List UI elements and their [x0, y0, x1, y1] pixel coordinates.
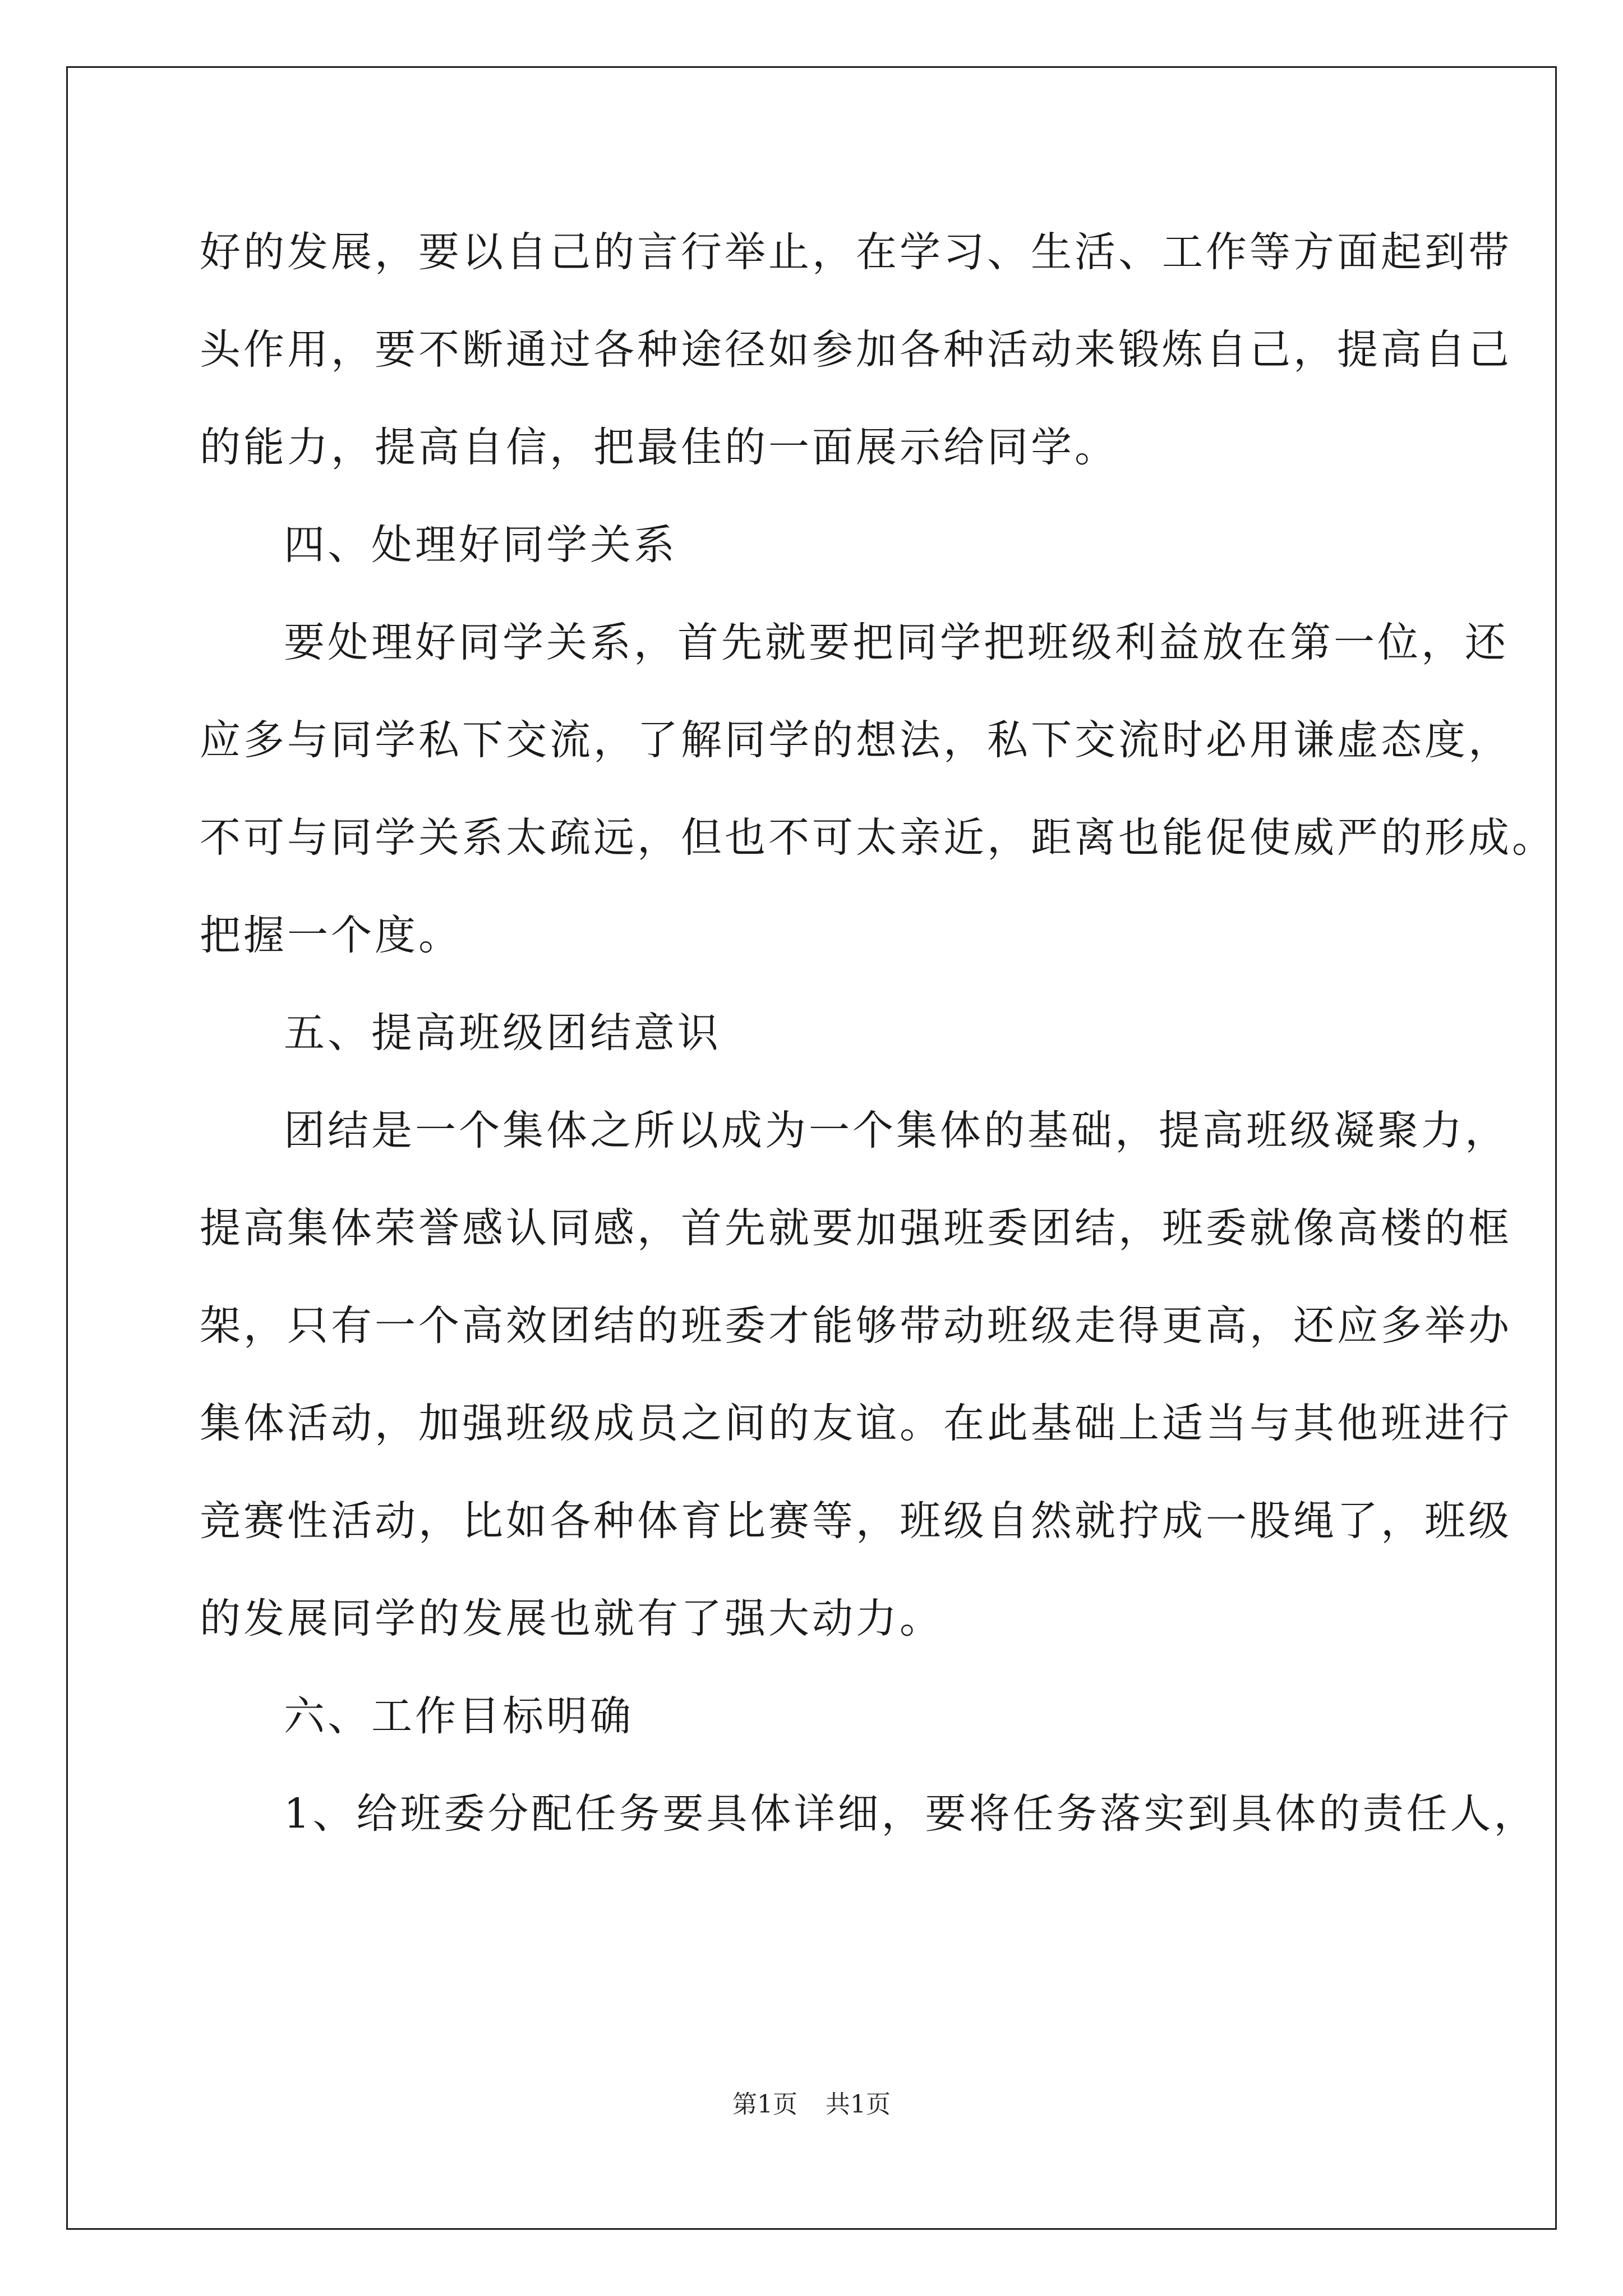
- text-line: 集体活动，加强班级成员之间的友谊。在此基础上适当与其他班进行: [200, 1400, 1512, 1447]
- page-number: 第1页: [732, 2090, 797, 2119]
- page-footer: [0, 2088, 1623, 2122]
- text-line: 的能力，提高自信，把最佳的一面展示给同学。: [200, 424, 1118, 471]
- section-heading: 六、工作目标明确: [284, 1692, 634, 1740]
- text-line: 好的发展，要以自己的言行举止，在学习、生活、工作等方面起到带: [200, 228, 1512, 276]
- text-line: 把握一个度。: [200, 912, 462, 959]
- page-total: 共1页: [826, 2090, 891, 2119]
- text-line: 应多与同学私下交流，了解同学的想法，私下交流时必用谦虚态度，: [200, 716, 1512, 764]
- document-body: [200, 213, 1556, 1872]
- text-line: 团结是一个集体之所以成为一个集体的基础，提高班级凝聚力，: [284, 1107, 1509, 1154]
- text-line: 架，只有一个高效团结的班委才能够带动班级走得更高，还应多举办: [200, 1302, 1512, 1350]
- section-heading: 五、提高班级团结意识: [284, 1009, 721, 1057]
- section-heading: 四、处理好同学关系: [284, 521, 677, 569]
- text-line: 要处理好同学关系，首先就要把同学把班级利益放在第一位，还: [284, 619, 1509, 666]
- text-line: 不可与同学关系太疏远，但也不可太亲近，距离也能促使威严的形成。: [200, 814, 1556, 862]
- text-line: 1、给班委分配任务要具体详细，要将任务落实到具体的责任人，: [284, 1790, 1538, 1838]
- text-line: 头作用，要不断通过各种途径如参加各种活动来锻炼自己，提高自己: [200, 326, 1512, 374]
- text-line: 提高集体荣誉感认同感，首先就要加强班委团结，班委就像高楼的框: [200, 1204, 1512, 1252]
- text-line: 的发展同学的发展也就有了强大动力。: [200, 1595, 943, 1642]
- text-line: 竞赛性活动，比如各种体育比赛等，班级自然就拧成一股绳了，班级: [200, 1497, 1512, 1545]
